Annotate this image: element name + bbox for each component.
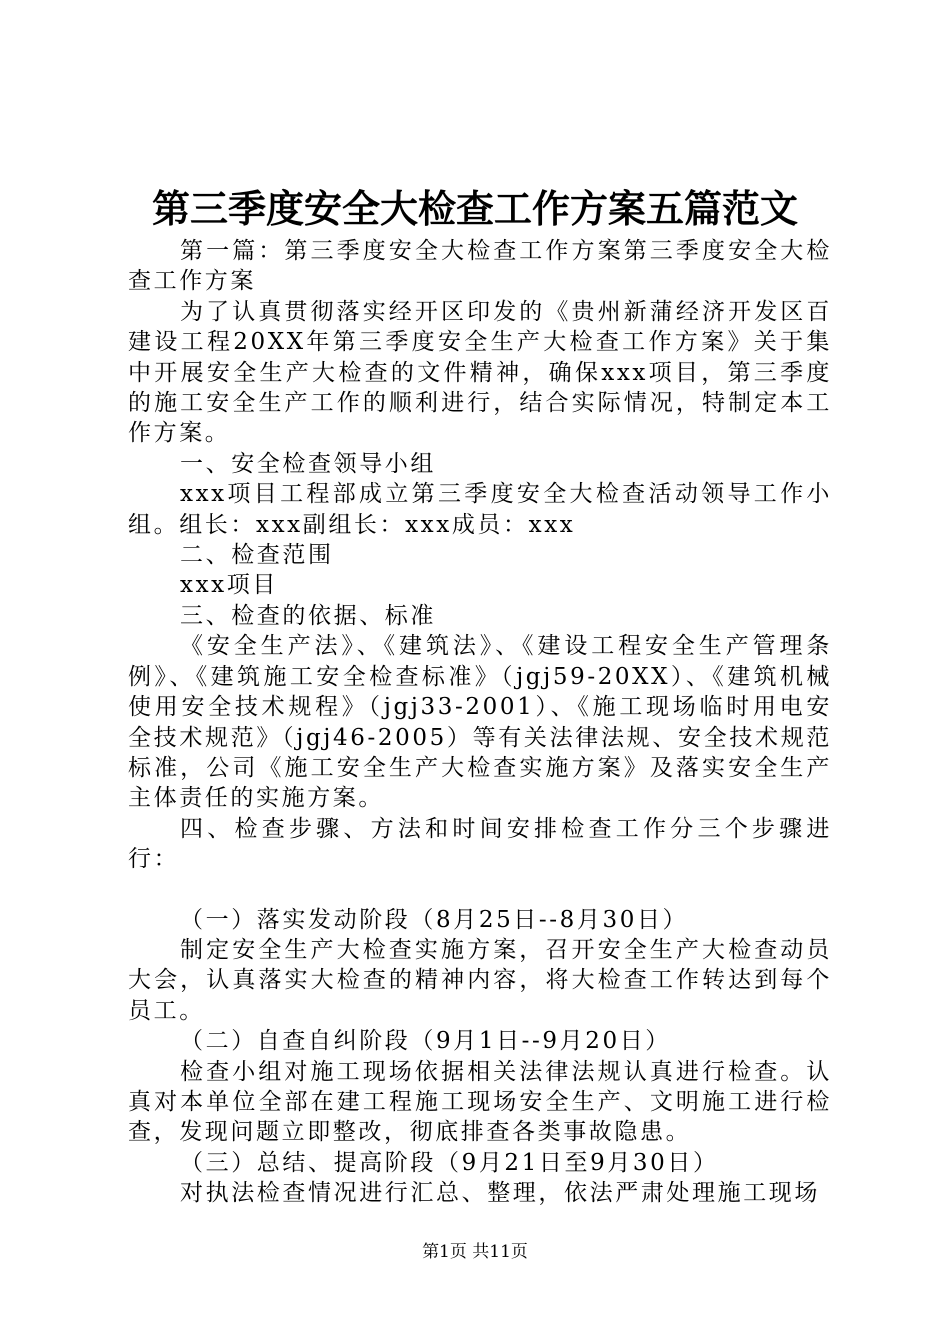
paragraph-basis: 《安全生产法》、《建筑法》、《建设工程安全生产管理条例》、《建筑施工安全检查标准》（jgj59-20XX）、《建筑机械使用安全技术规程》（jgj33-2001）、《施工现场临时用电安全技术规范》（jgj46-2005）等有关法律法规、安全技术规范标准，公司《施工安全生产大检查实施方案》及落实安全生产主体责任的实施方案。 — [128, 633, 832, 812]
paragraph-stage-2: 检查小组对施工现场依据相关法律法规认真进行检查。认真对本单位全部在建工程施工现场安全生产、文明施工进行检查，发现问题立即整改，彻底排查各类事故隐患。 — [128, 1058, 832, 1146]
subsection-heading-stage-1: （一）落实发动阶段（8月25日--8月30日） — [180, 906, 689, 933]
document-title: 第三季度安全大检查工作方案五篇范文 — [151, 186, 798, 231]
subsection-heading-stage-2: （二）自查自纠阶段（9月1日--9月20日） — [180, 1028, 671, 1055]
section-heading-basis: 三、检查的依据、标准 — [180, 602, 436, 629]
blank-line — [128, 875, 832, 905]
paragraph-intro: 为了认真贯彻落实经开区印发的《贵州新蒲经济开发区百建设工程20XX年第三季度安全生产大检查工作方案》关于集中开展安全生产大检查的文件精神，确保xxx项目，第三季度的施工安全生产工作的顺利进行，结合实际情况，特制定本工作方案。 — [128, 298, 832, 447]
paragraph-stage-1: 制定安全生产大检查实施方案，召开安全生产大检查动员大会，认真落实大检查的精神内容，将大检查工作转达到每个员工。 — [128, 936, 832, 1024]
paragraph-scope: xxx项目 — [180, 572, 278, 599]
subsection-heading-stage-3: （三）总结、提高阶段（9月21日至9月30日） — [180, 1149, 719, 1176]
document-body — [128, 236, 832, 1209]
paragraph-stage-3: 对执法检查情况进行汇总、整理，依法严肃处理施工现场 — [180, 1180, 820, 1207]
section-heading-leadership: 一、安全检查领导小组 — [180, 450, 436, 477]
paragraph-leadership: xxx项目工程部成立第三季度安全大检查活动领导工作小组。组长：xxx副组长：xxx成员：xxx — [128, 481, 832, 538]
section-heading-steps: 四、检查步骤、方法和时间安排检查工作分三个步骤进行： — [128, 815, 832, 873]
section-heading-scope: 二、检查范围 — [180, 542, 334, 569]
page-number-footer: 第1页 共11页 — [422, 1242, 528, 1262]
paragraph-chapter-heading: 第一篇：第三季度安全大检查工作方案第三季度安全大检查工作方案 — [128, 238, 832, 295]
